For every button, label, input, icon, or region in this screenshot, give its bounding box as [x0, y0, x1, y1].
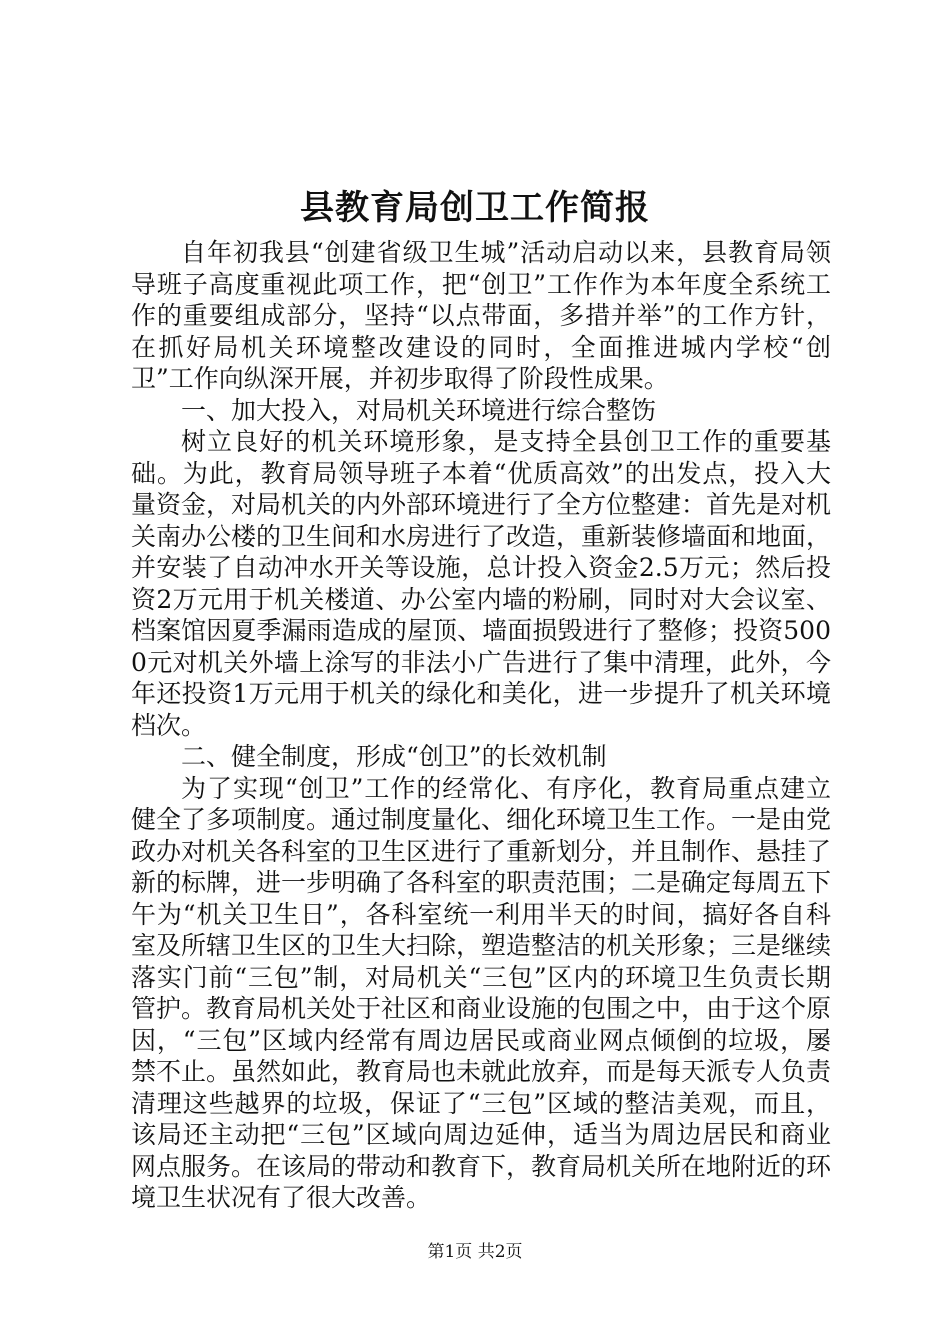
document-body: [131, 237, 831, 1214]
document-title: 县教育局创卫工作简报: [300, 188, 650, 228]
section-heading-2: 二、健全制度，形成“创卫”的长效机制: [181, 742, 607, 771]
page-footer: 第1页 共2页: [427, 1242, 523, 1262]
intro-paragraph: 自年初我县“创建省级卫生城”活动启动以来，县教育局领导班子高度重视此项工作，把“创卫”工作作为本年度全系统工作的重要组成部分，坚持“以点带面，多措并举”的工作方针，在抓好局机关环境整改建设的同时，全面推进城内学校“创卫”工作向纵深开展，并初步取得了阶段性成果。: [131, 238, 831, 393]
section-2-paragraph: 为了实现“创卫”工作的经常化、有序化，教育局重点建立健全了多项制度。通过制度量化、细化环境卫生工作。一是由党政办对机关各科室的卫生区进行了重新划分，并且制作、悬挂了新的标牌，进一步明确了各科室的职责范围；二是确定每周五下午为“机关卫生日”，各科室统一利用半天的时间，搞好各自科室及所辖卫生区的卫生大扫除，塑造整洁的机关形象；三是继续落实门前“三包”制，对局机关“三包”区内的环境卫生负责长期管护。教育局机关处于社区和商业设施的包围之中，由于这个原因，“三包”区域内经常有周边居民或商业网点倾倒的垃圾，屡禁不止。虽然如此，教育局也未就此放弃，而是每天派专人负责清理这些越界的垃圾，保证了“三包”区域的整洁美观，而且，该局还主动把“三包”区域向周边延伸，适当为周边居民和商业网点服务。在该局的带动和教育下，教育局机关所在地附近的环境卫生状况有了很大改善。: [131, 773, 832, 1212]
section-heading-1: 一、加大投入，对局机关环境进行综合整饬: [181, 395, 657, 425]
section-1-paragraph: 树立良好的机关环境形象，是支持全县创卫工作的重要基础。为此，教育局领导班子本着“优质高效”的出发点，投入大量资金，对局机关的内外部环境进行了全方位整建：首先是对机关南办公楼的卫生间和水房进行了改造，重新装修墙面和地面，并安装了自动冲水开关等设施，总计投入资金2.5万元；然后投资2万元用于机关楼道、办公室内墙的粉刷，同时对大会议室、档案馆因夏季漏雨造成的屋顶、墙面损毁进行了整修；投资5000元对机关外墙上涂写的非法小广告进行了集中清理，此外，今年还投资1万元用于机关的绿化和美化，进一步提升了机关环境档次。: [131, 427, 832, 740]
